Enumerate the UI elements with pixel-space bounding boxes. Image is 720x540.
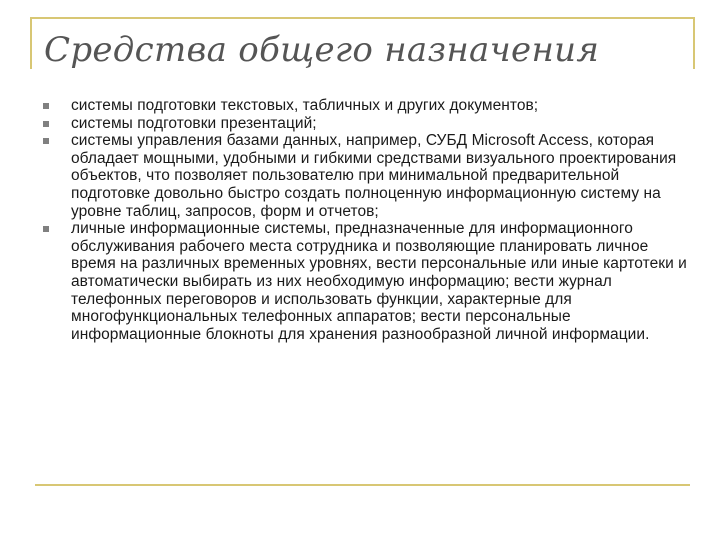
bullet-text: системы подготовки текстовых, табличных и других документов; <box>71 97 539 114</box>
bullet-item <box>43 97 693 115</box>
frame-right-line <box>693 17 695 69</box>
frame-top-line <box>30 17 695 19</box>
bullet-item <box>43 220 693 343</box>
bullet-item <box>43 115 693 133</box>
square-bullet-icon <box>43 121 49 127</box>
bullet-text: системы подготовки презентаций; <box>71 114 317 132</box>
slide-title: Средства общего назначения <box>44 30 600 70</box>
bullet-item <box>43 132 693 220</box>
square-bullet-icon <box>43 103 49 109</box>
square-bullet-icon <box>43 138 49 144</box>
bullet-text: личные информационные системы, предназначенные для информационного обслуживания рабочего места сотрудника и позволяющие планировать личное время на различных временных уровнях, вести персональные или иные картотеки и автоматически выбирать из них необходимую информацию; вести журнал телефонных переговоров и использовать функции, характерные для многофункциональных телефонных аппаратов; вести персональные информационные блокноты для хранения разнообразной личной информации. <box>71 220 687 343</box>
bullet-text: системы управления базами данных, например, СУБД Microsoft Access, которая обладает мощными, удобными и гибкими средствами визуального проектирования объектов, что позволяет пользователю при минимальной предварительной подготовке довольно быстро создать полноценную информационную систему на уровне таблиц, запросов, форм и отчетов; <box>71 132 677 220</box>
frame-bottom-line <box>35 484 690 486</box>
frame-left-line <box>30 17 32 69</box>
square-bullet-icon <box>43 226 49 232</box>
bullet-list <box>43 97 693 343</box>
